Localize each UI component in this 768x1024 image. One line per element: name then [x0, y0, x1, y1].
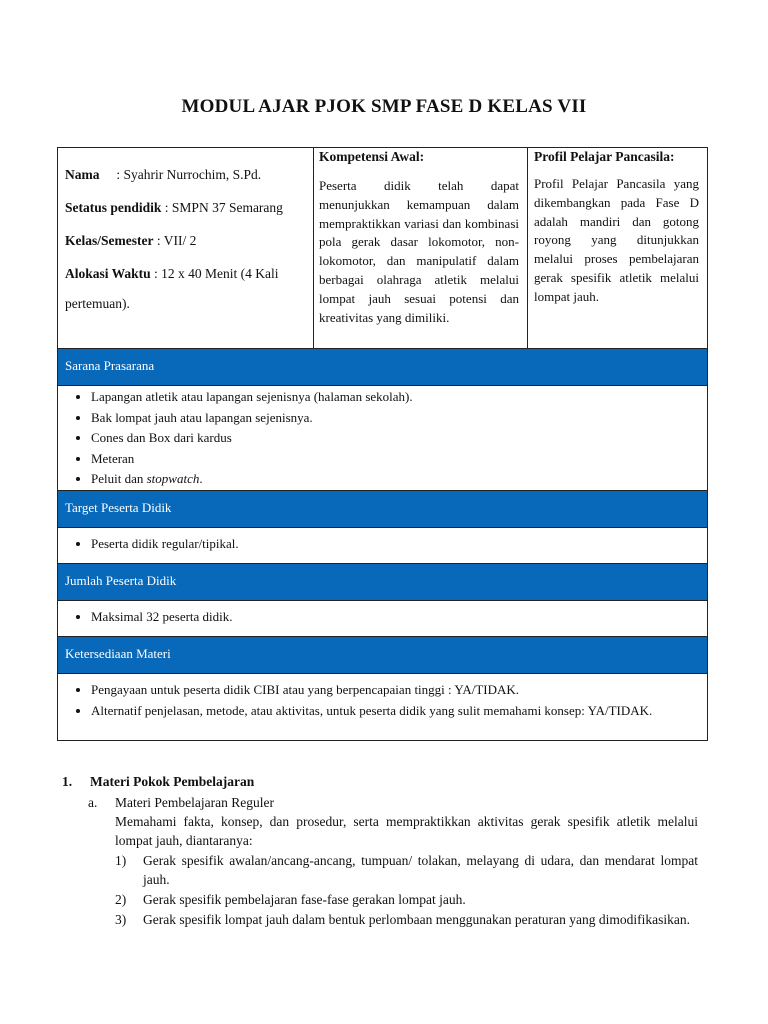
- alokasi-label: Alokasi Waktu: [65, 266, 151, 281]
- ketersediaan-list: [58, 680, 707, 721]
- jumlah-list: [58, 607, 707, 628]
- materi-sub-heading: Materi Pembelajaran Reguler: [115, 795, 274, 810]
- target-header: Target Peserta Didik: [58, 491, 707, 528]
- jumlah-section: [58, 601, 707, 637]
- list-item: • Lapangan atletik atau lapangan sejenisnya (halaman sekolah).: [91, 387, 689, 408]
- identity-cell: [58, 148, 314, 348]
- document-title: MODUL AJAR PJOK SMP FASE D KELAS VII: [181, 96, 587, 117]
- step-text: Gerak spesifik lompat jauh dalam bentuk perlombaan menggunakan peraturan yang dimodifikasikan.: [143, 912, 690, 927]
- peluit-text: Peluit dan: [91, 471, 147, 486]
- profil-heading: Profil Pelajar Pancasila:: [534, 149, 675, 164]
- profil-cell: [528, 148, 707, 348]
- sarana-list: [58, 387, 707, 490]
- list-item: [115, 890, 698, 909]
- status-line: [65, 197, 307, 218]
- step-text: Gerak spesifik awalan/ancang-ancang, tumpuan/ tolakan, melayang di udara, dan mendarat lompat jauh.: [143, 853, 698, 887]
- nama-value: : Syahrir Nurrochim, S.Pd.: [116, 167, 262, 182]
- profil-text: Profil Pelajar Pancasila yang dikembangkan pada Fase D adalah mandiri dan gotong royong yang ditunjukkan melalui proses pembelajaran gerak spesifik atletik melalui lompat jauh.: [534, 176, 699, 304]
- nama-label: Nama: [65, 167, 100, 182]
- list-item: • Peserta didik regular/tipikal.: [91, 534, 689, 555]
- materi-sub-heading-line: [88, 793, 702, 812]
- ketersediaan-section: [58, 674, 707, 740]
- status-label: Setatus pendidik: [65, 200, 162, 215]
- materi-number: 1.: [62, 774, 73, 789]
- list-item: [115, 851, 698, 889]
- step-number: 3): [115, 912, 127, 927]
- kompetensi-heading: Kompetensi Awal:: [319, 149, 425, 164]
- nama-line: [65, 164, 307, 185]
- kelas-label: Kelas/Semester: [65, 233, 154, 248]
- sarana-header: Sarana Prasarana: [58, 349, 707, 386]
- kelas-line: [65, 230, 307, 251]
- materi-steps: [115, 851, 698, 929]
- stopwatch-text: stopwatch: [146, 471, 200, 486]
- jumlah-header: Jumlah Peserta Didik: [58, 564, 707, 601]
- list-item: • Maksimal 32 peserta didik.: [91, 607, 689, 628]
- target-list: [58, 534, 707, 555]
- ketersediaan-header: Ketersediaan Materi: [58, 637, 707, 674]
- module-table: [57, 147, 708, 741]
- materi-heading: Materi Pokok Pembelajaran: [90, 774, 255, 789]
- list-item: • Bak lompat jauh atau lapangan sejenisnya.: [91, 408, 689, 429]
- materi-section: [62, 772, 702, 929]
- kompetensi-text: Peserta didik telah dapat menunjukkan kemampuan dalam mempraktikkan variasi dan kombinasi pola gerak dasar lokomotor, non- lokomotor, dan manipulatif dalam berbagai olahraga atletik melalui lompat jauh sesuai potensi dan kreativitas yang dimiliki.: [319, 178, 519, 325]
- alokasi-value: : 12 x 40 Menit (4 Kali pertemuan).: [65, 266, 279, 311]
- materi-intro: Memahami fakta, konsep, dan prosedur, serta mempraktikkan aktivitas gerak spesifik atletik melalui lompat jauh, diantaranya:: [115, 814, 698, 848]
- list-item: [91, 469, 689, 490]
- info-row: [58, 148, 707, 349]
- target-section: [58, 528, 707, 564]
- list-item: [115, 910, 698, 929]
- alokasi-line: [65, 259, 307, 319]
- kelas-value: : VII/ 2: [156, 233, 197, 248]
- kompetensi-cell: [314, 148, 528, 348]
- sarana-section: [58, 386, 707, 491]
- peluit-suffix: .: [199, 471, 203, 486]
- step-text: Gerak spesifik pembelajaran fase-fase gerakan lompat jauh.: [143, 892, 466, 907]
- materi-sub-number: a.: [88, 795, 98, 810]
- status-value: : SMPN 37 Semarang: [164, 200, 283, 215]
- step-number: 2): [115, 892, 127, 907]
- list-item: • Pengayaan untuk peserta didik CIBI atau yang berpencapaian tinggi : YA/TIDAK.: [91, 680, 689, 701]
- list-item: • Cones dan Box dari kardus: [91, 428, 689, 449]
- list-item: • Alternatif penjelasan, metode, atau aktivitas, untuk peserta didik yang sulit memahami konsep: YA/TIDAK.: [91, 701, 689, 722]
- step-number: 1): [115, 853, 127, 868]
- list-item: • Meteran: [91, 449, 689, 470]
- materi-heading-line: [62, 772, 702, 791]
